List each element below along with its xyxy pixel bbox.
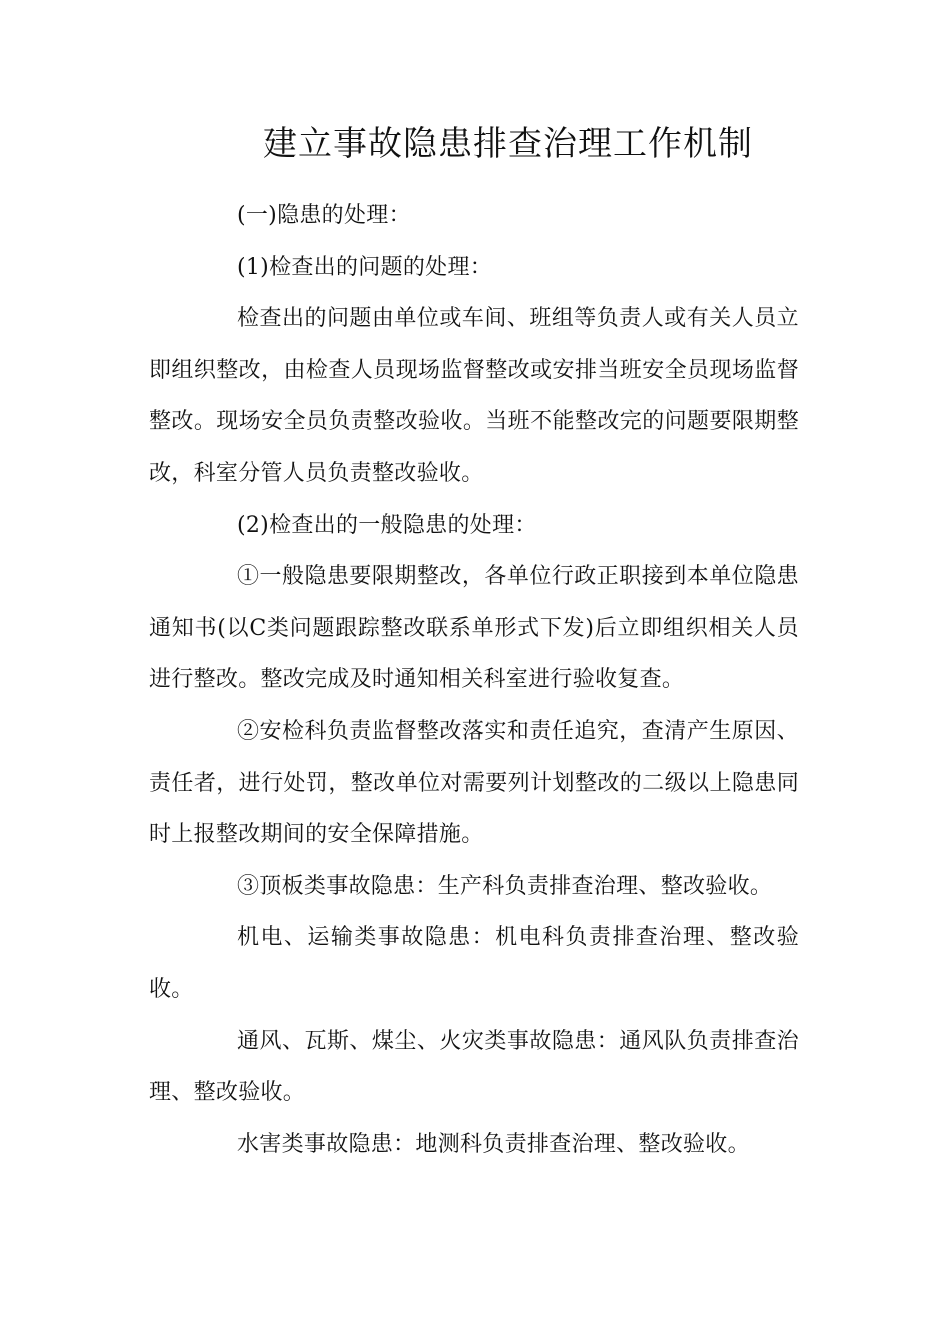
paragraph-ventilation: 通风、瓦斯、煤尘、火灾类事故隐患：通风队负责排查治理、整改验收。 xyxy=(149,1028,799,1106)
document-body xyxy=(149,190,799,1170)
paragraph-electromechanical: 机电、运输类事故隐患：机电科负责排查治理、整改验收。 xyxy=(149,925,799,1002)
paragraph-inspection-issues-heading: (1)检查出的问题的处理： xyxy=(237,254,493,280)
paragraph-item-1: ①一般隐患要限期整改，各单位行政正职接到本单位隐患通知书(以C类问题跟踪整改联系单形式下发)后立即组织相关人员进行整改。整改完成及时通知相关科室进行验收复查。 xyxy=(149,564,799,693)
document-title: 建立事故隐患排查治理工作机制 xyxy=(263,124,753,164)
paragraph-inspection-issues-body: 检查出的问题由单位或车间、班组等负责人或有关人员立即组织整改，由检查人员现场监督整改或安排当班安全员现场监督整改。现场安全员负责整改验收。当班不能整改完的问题要限期整改，科室分管人员负责整改验收。 xyxy=(149,306,799,486)
paragraph-general-hazards-heading: (2)检查出的一般隐患的处理： xyxy=(237,512,537,538)
paragraph-water-hazard: 水害类事故隐患：地测科负责排查治理、整改验收。 xyxy=(237,1131,750,1157)
paragraph-item-3-roof: ③顶板类事故隐患：生产科负责排查治理、整改验收。 xyxy=(237,873,773,899)
paragraph-item-2: ②安检科负责监督整改落实和责任追究，查清产生原因、责任者，进行处罚，整改单位对需要列计划整改的二级以上隐患同时上报整改期间的安全保障措施。 xyxy=(149,718,799,848)
paragraph-hazard-handling-heading: (一)隐患的处理： xyxy=(237,203,411,228)
